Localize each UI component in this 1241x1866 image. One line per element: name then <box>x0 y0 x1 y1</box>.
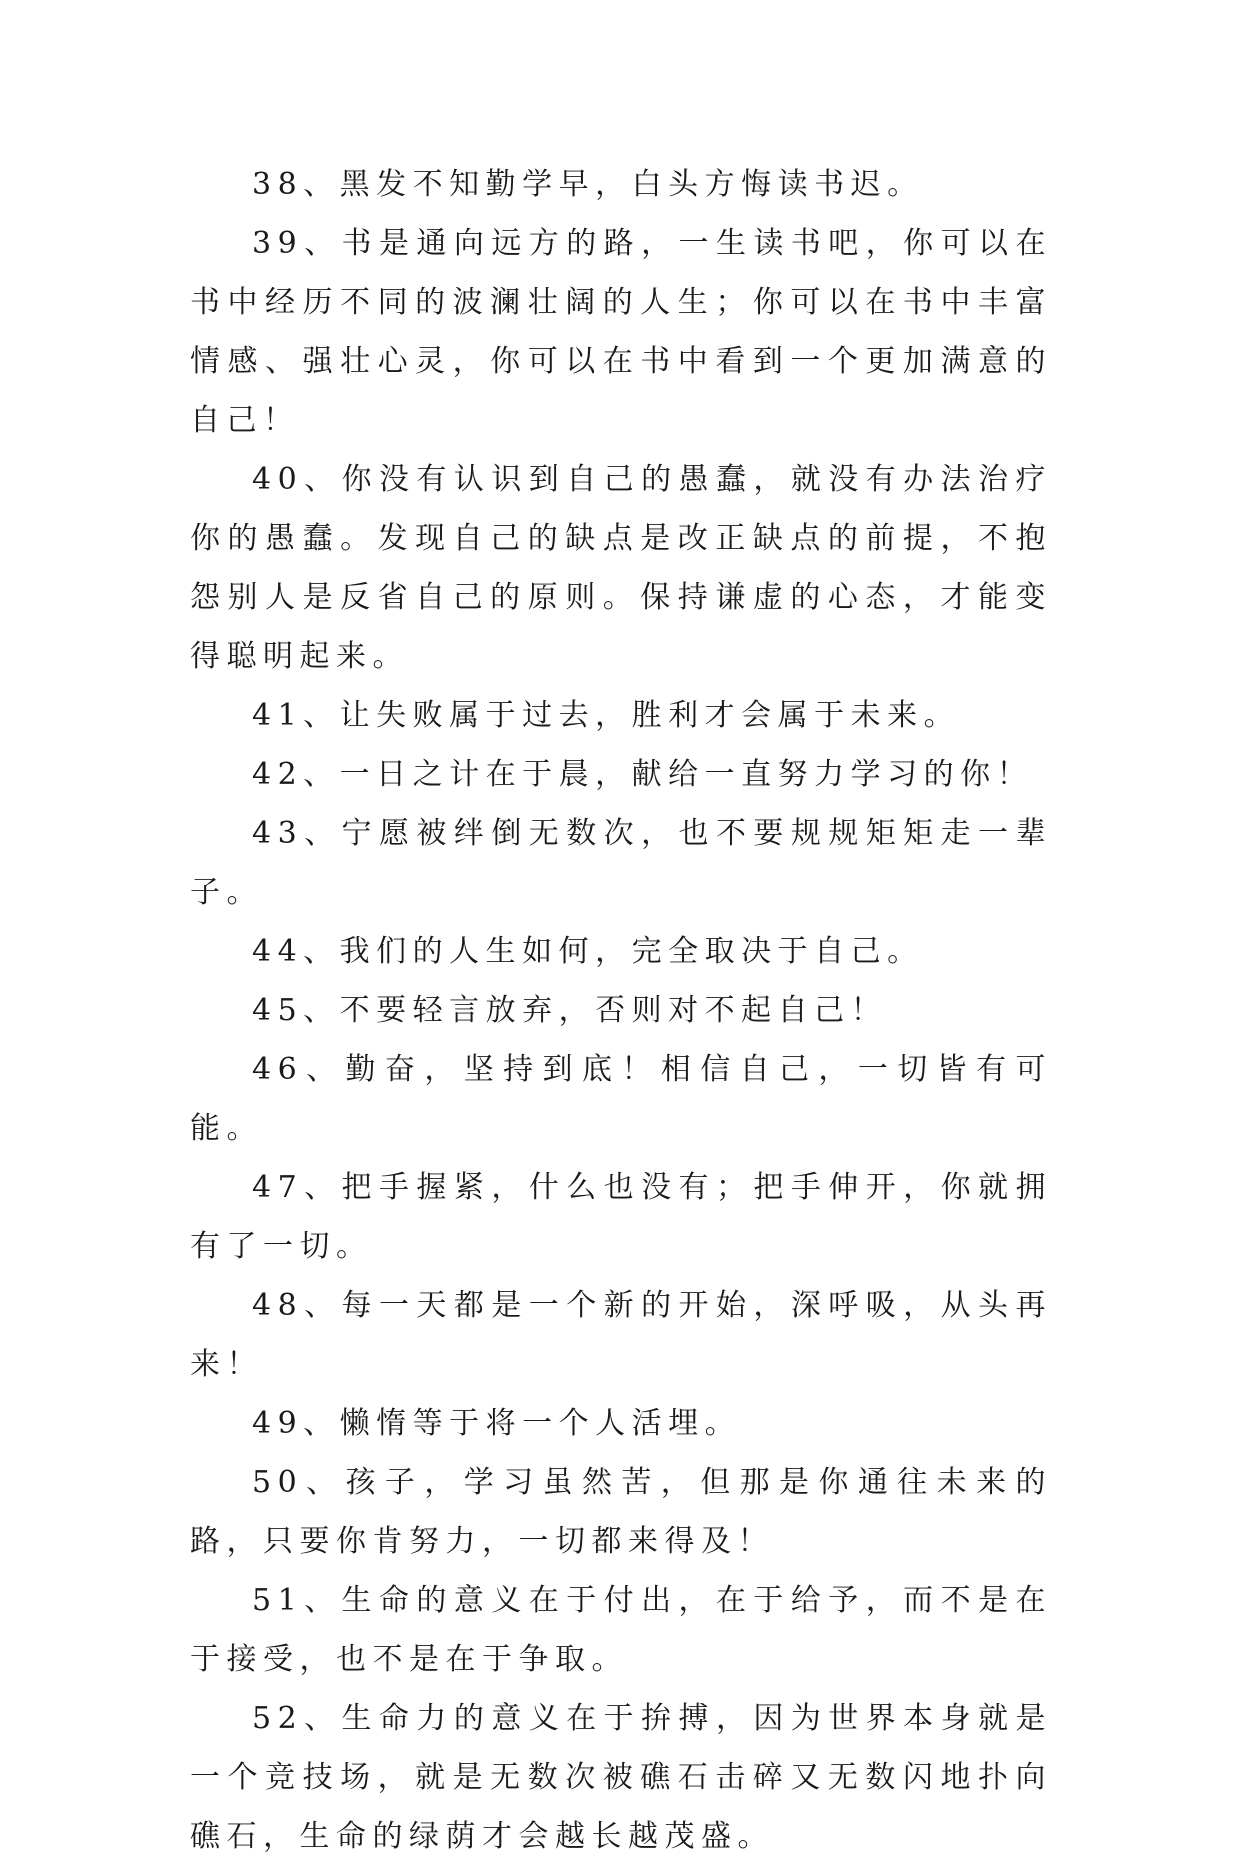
paragraph-44: 44、我们的人生如何，完全取决于自己。 <box>252 934 924 969</box>
paragraph-50: 50、孩子，学习虽然苦，但那是你通往未来的路，只要你肯努力，一切都来得及！ <box>190 1465 1052 1559</box>
paragraph-46: 46、勤奋，坚持到底！相信自己，一切皆有可能。 <box>190 1052 1052 1146</box>
paragraph-41: 41、让失败属于过去，胜利才会属于未来。 <box>252 698 961 733</box>
paragraph-52: 52、生命力的意义在于拚搏，因为世界本身就是一个竞技场，就是无数次被礁石击碎又无数闪地扑向礁石，生命的绿荫才会越长越茂盛。 <box>190 1701 1052 1854</box>
paragraph-43: 43、宁愿被绊倒无数次，也不要规规矩矩走一辈子。 <box>190 816 1052 910</box>
paragraph-38: 38、黑发不知勤学早，白头方悔读书迟。 <box>252 167 924 202</box>
paragraph-40: 40、你没有认识到自己的愚蠢，就没有办法治疗你的愚蠢。发现自己的缺点是改正缺点的前提，不抱怨别人是反省自己的原则。保持谦虚的心态，才能变得聪明起来。 <box>190 462 1052 674</box>
paragraph-51: 51、生命的意义在于付出，在于给予，而不是在于接受，也不是在于争取。 <box>190 1583 1052 1677</box>
paragraph-49: 49、懒惰等于将一个人活埋。 <box>252 1406 742 1441</box>
paragraph-47: 47、把手握紧，什么也没有；把手伸开，你就拥有了一切。 <box>190 1170 1052 1264</box>
paragraph-45: 45、不要轻言放弃，否则对不起自己！ <box>252 993 888 1028</box>
paragraph-42: 42、一日之计在于晨，献给一直努力学习的你！ <box>252 757 1034 792</box>
paragraph-48: 48、每一天都是一个新的开始，深呼吸，从头再来！ <box>190 1288 1052 1382</box>
paragraph-39: 39、书是通向远方的路，一生读书吧，你可以在书中经历不同的波澜壮阔的人生；你可以在书中丰富情感、强壮心灵，你可以在书中看到一个更加满意的自己！ <box>190 226 1052 438</box>
document-body <box>190 155 1052 1866</box>
